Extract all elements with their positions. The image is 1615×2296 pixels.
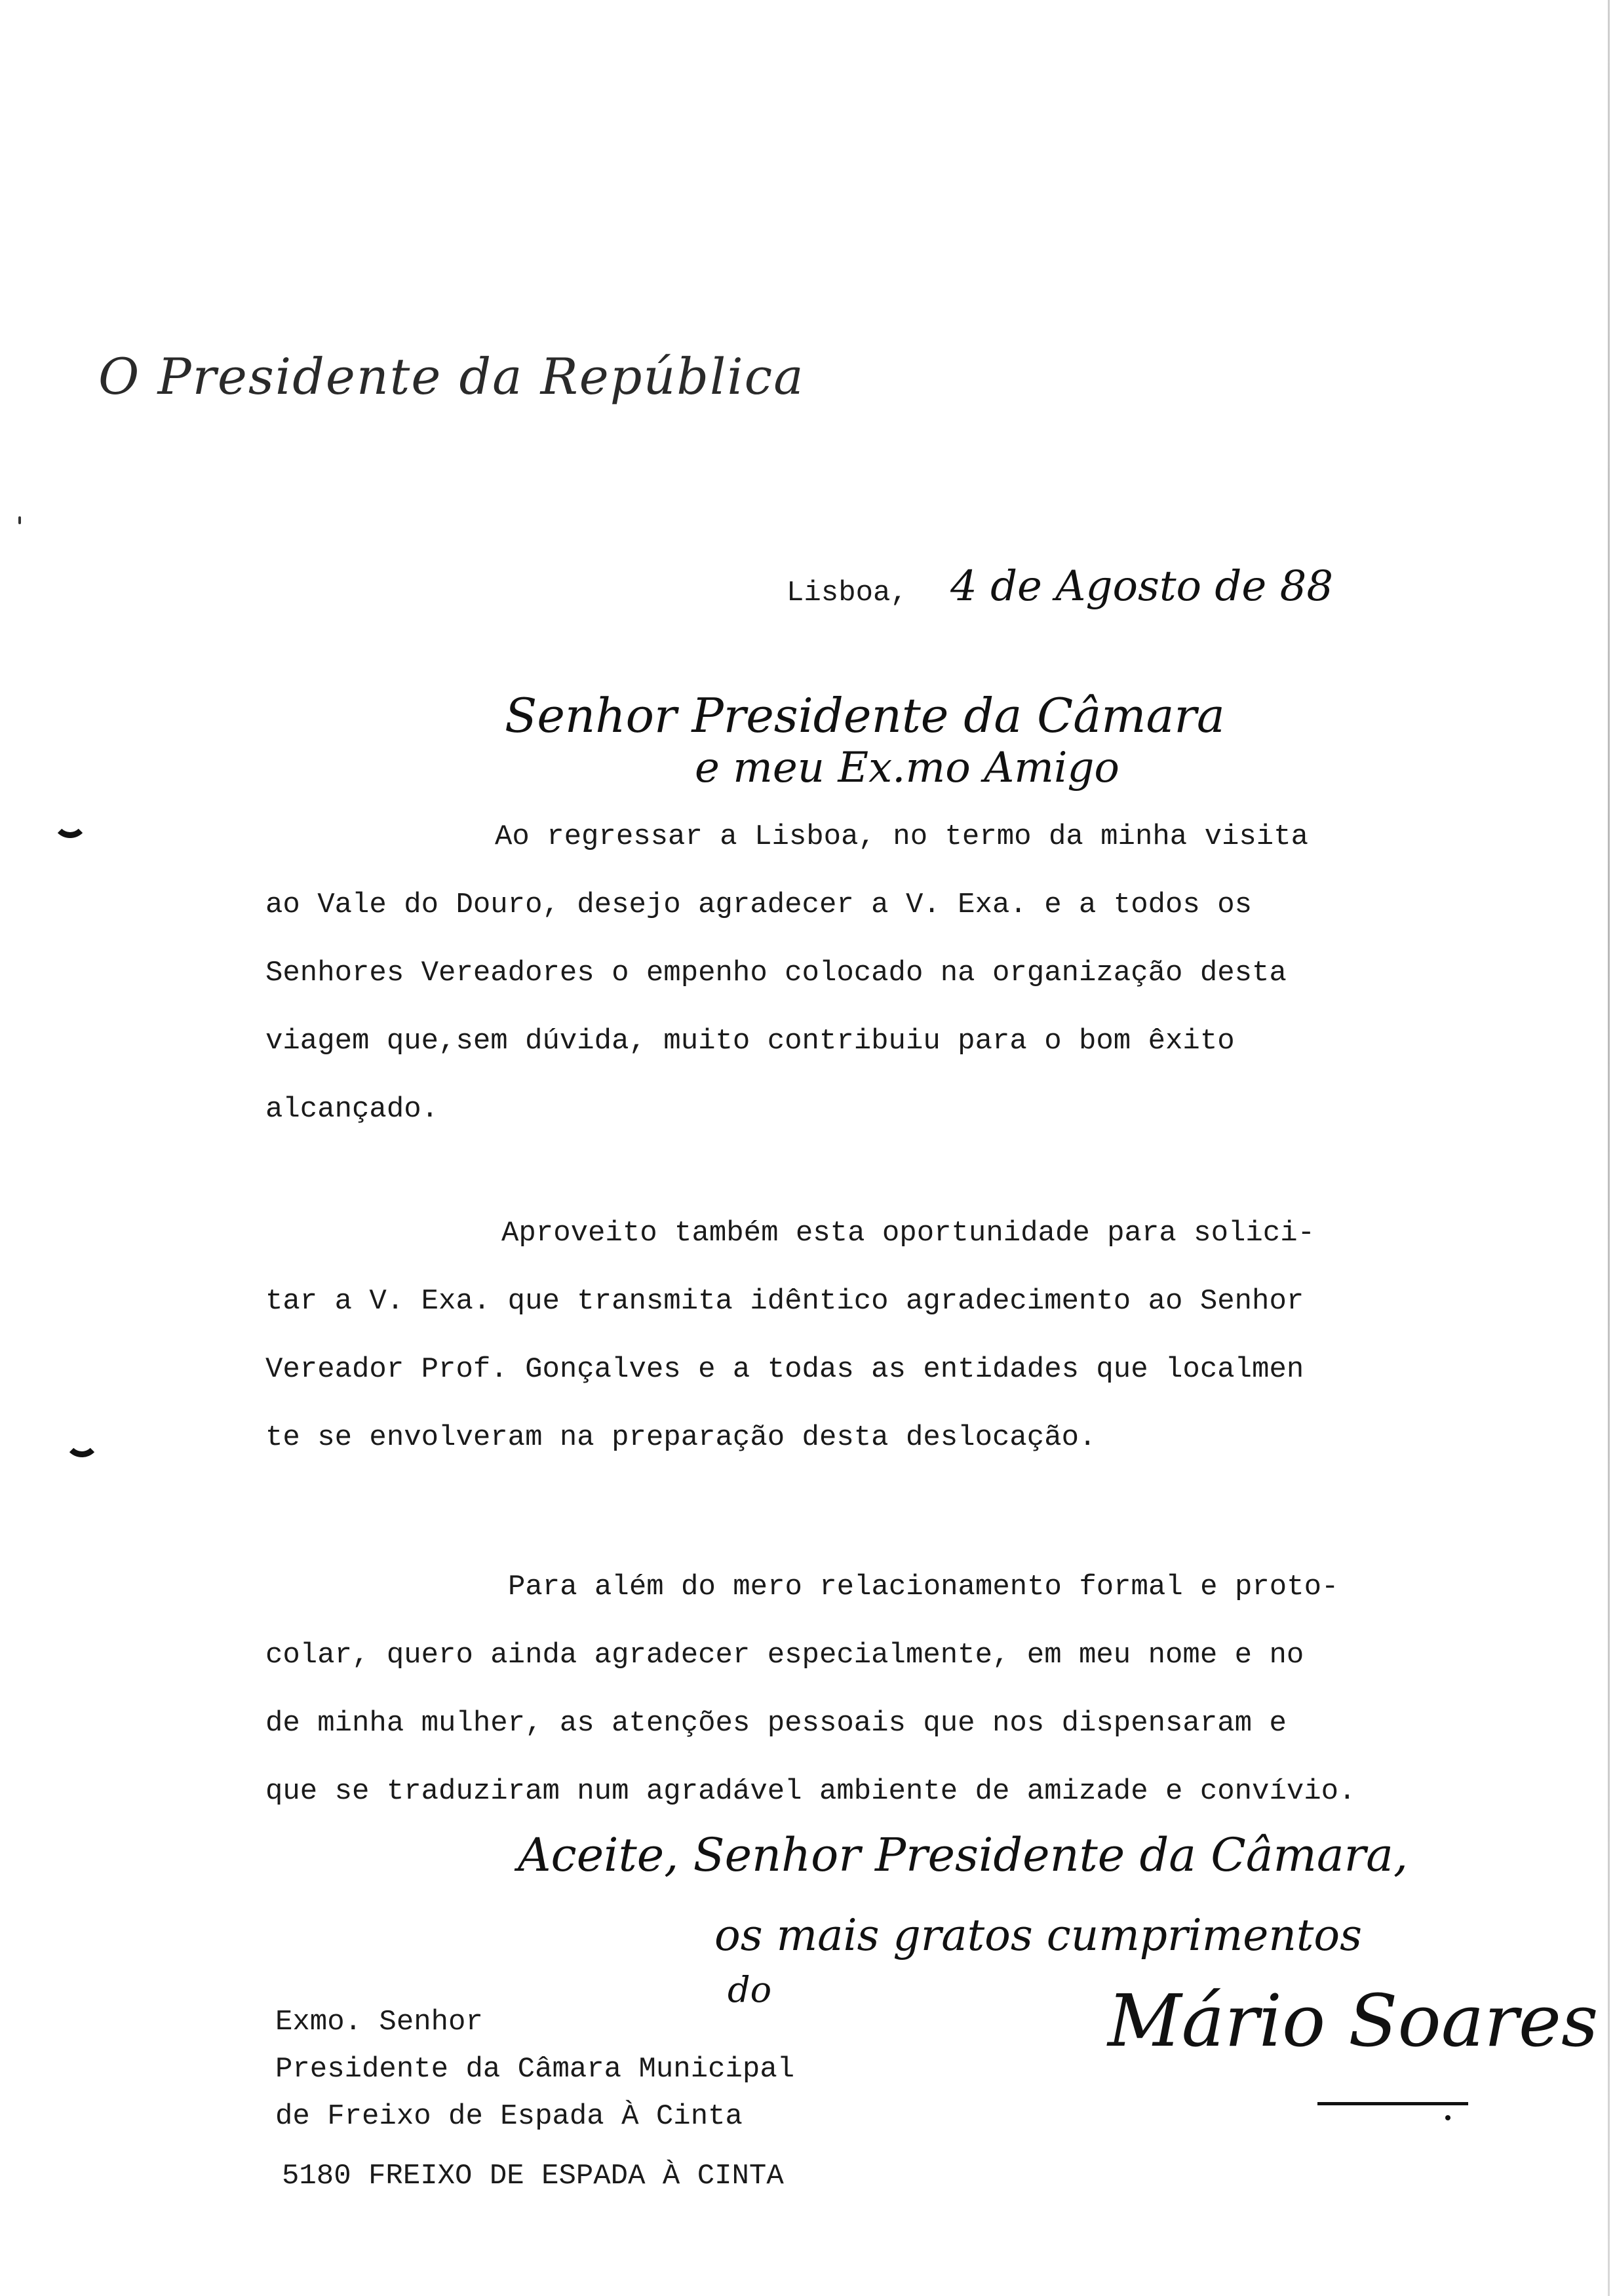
text-line: Senhores Vereadores o empenho colocado na organização desta [265, 957, 1287, 989]
text-line: que se traduziram num agradável ambiente de amizade e convívio. [265, 1775, 1356, 1808]
text-line: alcançado. [265, 1093, 439, 1126]
dateline-place: Lisboa, [787, 577, 908, 609]
text-line: te se envolveram na preparação desta deslocação. [265, 1421, 1097, 1454]
signature-dot [1445, 2115, 1450, 2120]
text-line: viagem que,sem dúvida, muito contribuiu para o bom êxito [265, 1025, 1235, 1058]
letterhead: O Presidente da República [98, 347, 805, 406]
closing-line-2: os mais gratos cumprimentos [714, 1910, 1362, 1961]
closing-line-3: do [728, 1969, 772, 2010]
address-line: Presidente da Câmara Municipal [275, 2053, 795, 2086]
text-line: de minha mulher, as atenções pessoais que nos dispensaram e [265, 1707, 1287, 1740]
salutation-line-1: Senhor Presidente da Câmara [505, 688, 1225, 743]
salutation-line-2: e meu Ex.mo Amigo [695, 744, 1119, 792]
postal-line: 5180 FREIXO DE ESPADA À CINTA [282, 2160, 784, 2192]
signature: Mário Soares [1108, 1979, 1599, 2063]
punch-hole-mark [52, 803, 88, 838]
scan-speck [18, 516, 21, 524]
page-edge [1608, 0, 1610, 2296]
body-paragraph-3 [265, 1553, 1511, 1826]
body-paragraph-2 [265, 1199, 1511, 1472]
text-line: tar a V. Exa. que transmita idêntico agradecimento ao Senhor [265, 1285, 1304, 1318]
address-line: Exmo. Senhor [275, 2006, 483, 2038]
text-line: colar, quero ainda agradecer especialmente, em meu nome e no [265, 1639, 1304, 1672]
closing-line-1: Aceite, Senhor Presidente da Câmara, [518, 1828, 1409, 1882]
dateline-handwritten-date: 4 de Agosto de 88 [950, 562, 1334, 611]
recipient-address [275, 1999, 794, 2140]
punch-hole-mark [64, 1422, 100, 1457]
text-line: Ao regressar a Lisboa, no termo da minha visita [495, 820, 1309, 853]
text-line: ao Vale do Douro, desejo agradecer a V. Exa. e a todos os [265, 889, 1253, 921]
address-line: de Freixo de Espada À Cinta [275, 2100, 743, 2133]
text-line: Aproveito também esta oportunidade para solici- [501, 1217, 1315, 1250]
signature-underline [1317, 2102, 1468, 2105]
text-line: Para além do mero relacionamento formal e proto- [508, 1571, 1339, 1603]
text-line: Vereador Prof. Gonçalves e a todas as entidades que localmen [265, 1353, 1304, 1386]
body-paragraph-1 [265, 803, 1511, 1143]
